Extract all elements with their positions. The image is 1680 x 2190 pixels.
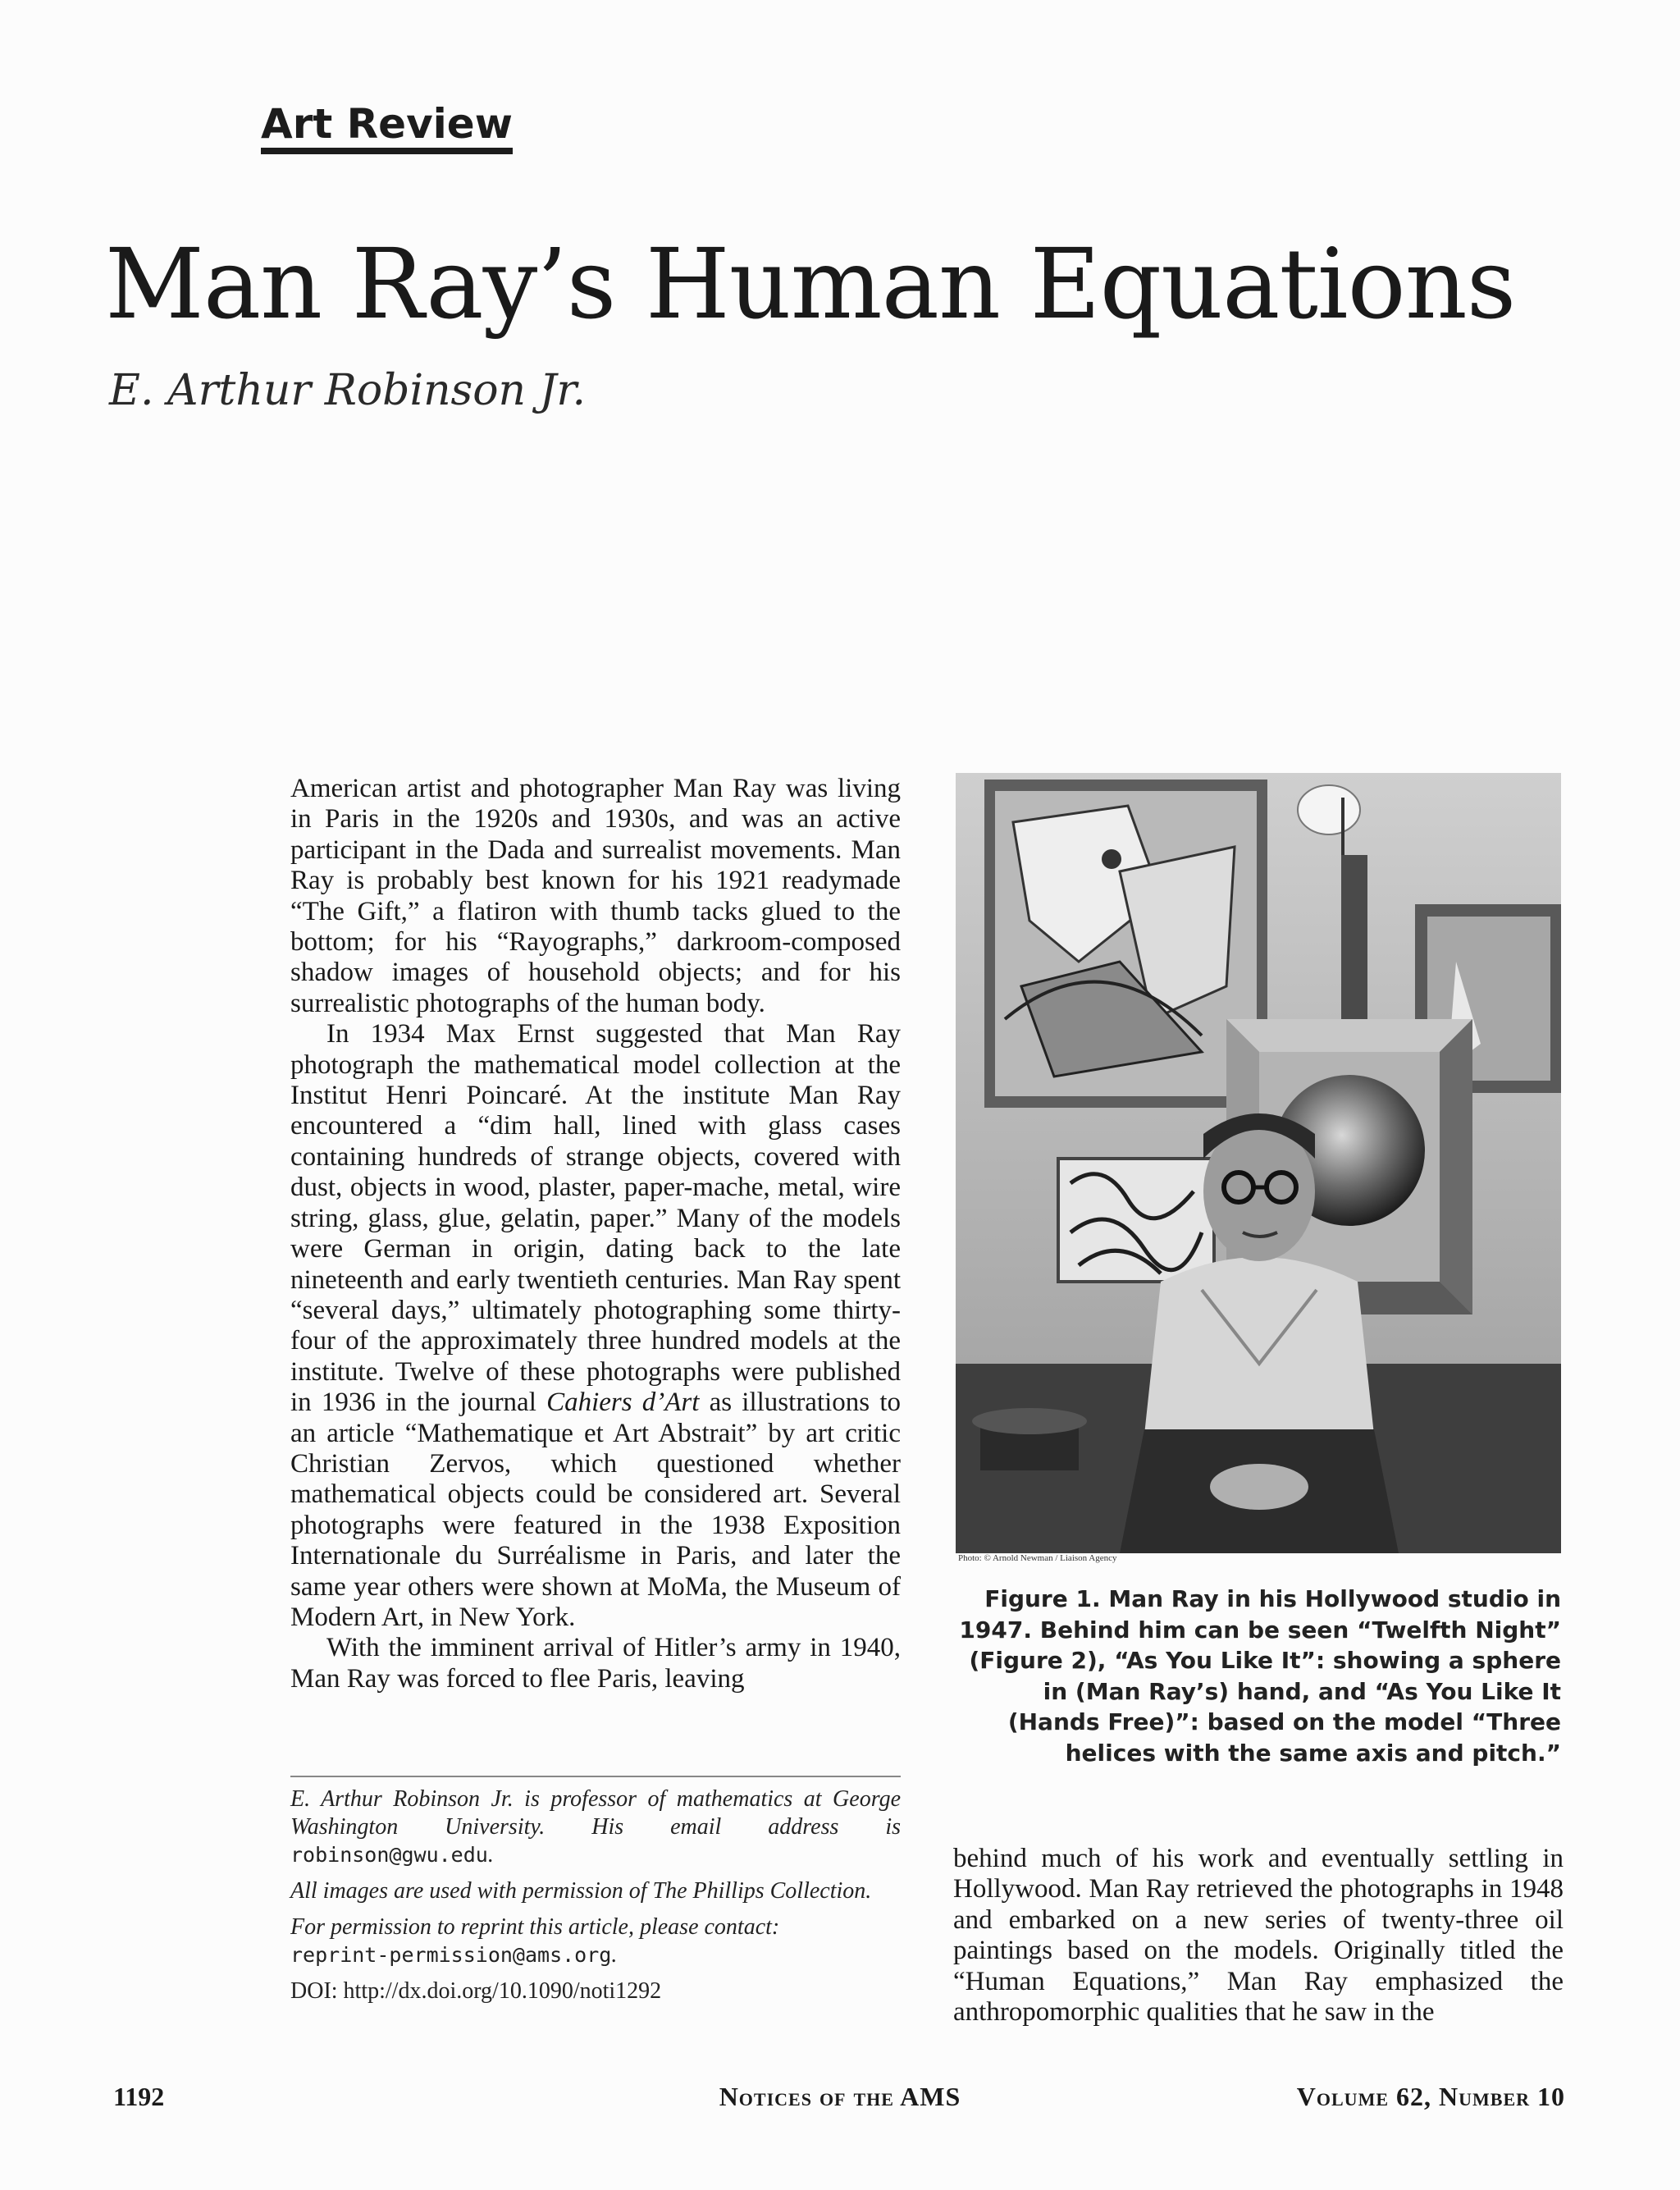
reprint-note-text: For permission to reprint this article, please contact: bbox=[290, 1914, 780, 1940]
paragraph-2 bbox=[290, 1019, 901, 1633]
photo-credit: Photo: © Arnold Newman / Liaison Agency bbox=[958, 1553, 1117, 1563]
reprint-note bbox=[290, 1913, 901, 1969]
paragraph-3: With the imminent arrival of Hitler’s army in 1940, Man Ray was forced to flee Paris, leaving bbox=[290, 1633, 901, 1694]
author-byline: E. Arthur Robinson Jr. bbox=[109, 366, 587, 415]
article-title: Man Ray’s Human Equations bbox=[105, 227, 1516, 341]
footnotes bbox=[290, 1785, 901, 2014]
paragraph-2-part-b: as illustrations to an article “Mathematique et Art Abstrait” by art critic Christian Zervos, which questioned whether mathematical objects could be considered art. Several photographs were featured in the 1938 Exposition Internationale du Surréalisme in Paris, and later the same year others were shown at MoMa, the Museum of Modern Art, in New York. bbox=[290, 1388, 901, 1632]
paragraph-continued: behind much of his work and eventually settling in Hollywood. Man Ray retrieved the photographs in 1948 and embarked on a new series of twenty-three oil paintings based on the models. Originally titled the “Human Equations,” Man Ray emphasized the anthropomorphic qualities that he saw in the bbox=[953, 1844, 1564, 2028]
body-right-column bbox=[953, 1844, 1564, 2028]
body-left-column bbox=[290, 774, 901, 1694]
figure-photo bbox=[956, 773, 1561, 1553]
journal-name: Cahiers d’Art bbox=[546, 1388, 700, 1418]
section-label: Art Review bbox=[261, 100, 513, 154]
studio-photo-illustration bbox=[956, 773, 1561, 1553]
doi-note: DOI: http://dx.doi.org/10.1090/noti1292 bbox=[290, 1978, 662, 2004]
paragraph-2-part-a: In 1934 Max Ernst suggested that Man Ray photograph the mathematical model collection at the Institut Henri Poincaré. At the institute Man Ray encountered a “dim hall, lined with glass cases containing hundreds of strange objects, covered with dust, objects in wood, plaster, paper-mache, metal, wire string, glass, glue, gelatin, paper.” Many of the models were German in origin, dating back to the late nineteenth and early twentieth centuries. Man Ray spent “several days,” ultimately photographing some thirty-four of the approximately three hundred models at the institute. Twelve of these photographs were published in 1936 in the journal bbox=[290, 1019, 901, 1418]
reprint-email: reprint-permission@ams.org bbox=[290, 1943, 612, 1967]
page-number: 1192 bbox=[113, 2082, 165, 2111]
images-permission-note: All images are used with permission of The Phillips Collection. bbox=[290, 1878, 872, 1904]
author-bio-end: . bbox=[487, 1842, 494, 1868]
volume-issue: Volume 62, Number 10 bbox=[1296, 2082, 1565, 2111]
paragraph-1: American artist and photographer Man Ray was living in Paris in the 1920s and 1930s, and was an active participant in the Dada and surrealist movements. Man Ray is probably best known for his 1921 readymade “The Gift,” a flatiron with thumb tacks glued to the bottom; for his “Rayographs,” darkroom-composed shadow images of household objects; and for his surrealistic photographs of the human body. bbox=[290, 774, 901, 1018]
footnote-divider bbox=[290, 1776, 901, 1777]
figure-caption: Figure 1. Man Ray in his Hollywood studio in 1947. Behind him can be seen “Twelfth Night” (Figure 2), “As You Like It”: showing a sphere in (Man Ray’s) hand, and “As You Like It (Hands Free)”: based on the model “Three helices with the same axis and pitch.” bbox=[959, 1585, 1561, 1767]
journal-name-footer: Notices of the AMS bbox=[719, 2082, 961, 2111]
author-email: robinson@gwu.edu bbox=[290, 1843, 488, 1867]
reprint-note-end: . bbox=[611, 1942, 618, 1968]
author-bio-text: E. Arthur Robinson Jr. is professor of mathematics at George Washington University. His email address is bbox=[290, 1786, 901, 1840]
author-bio-note bbox=[290, 1785, 901, 1869]
